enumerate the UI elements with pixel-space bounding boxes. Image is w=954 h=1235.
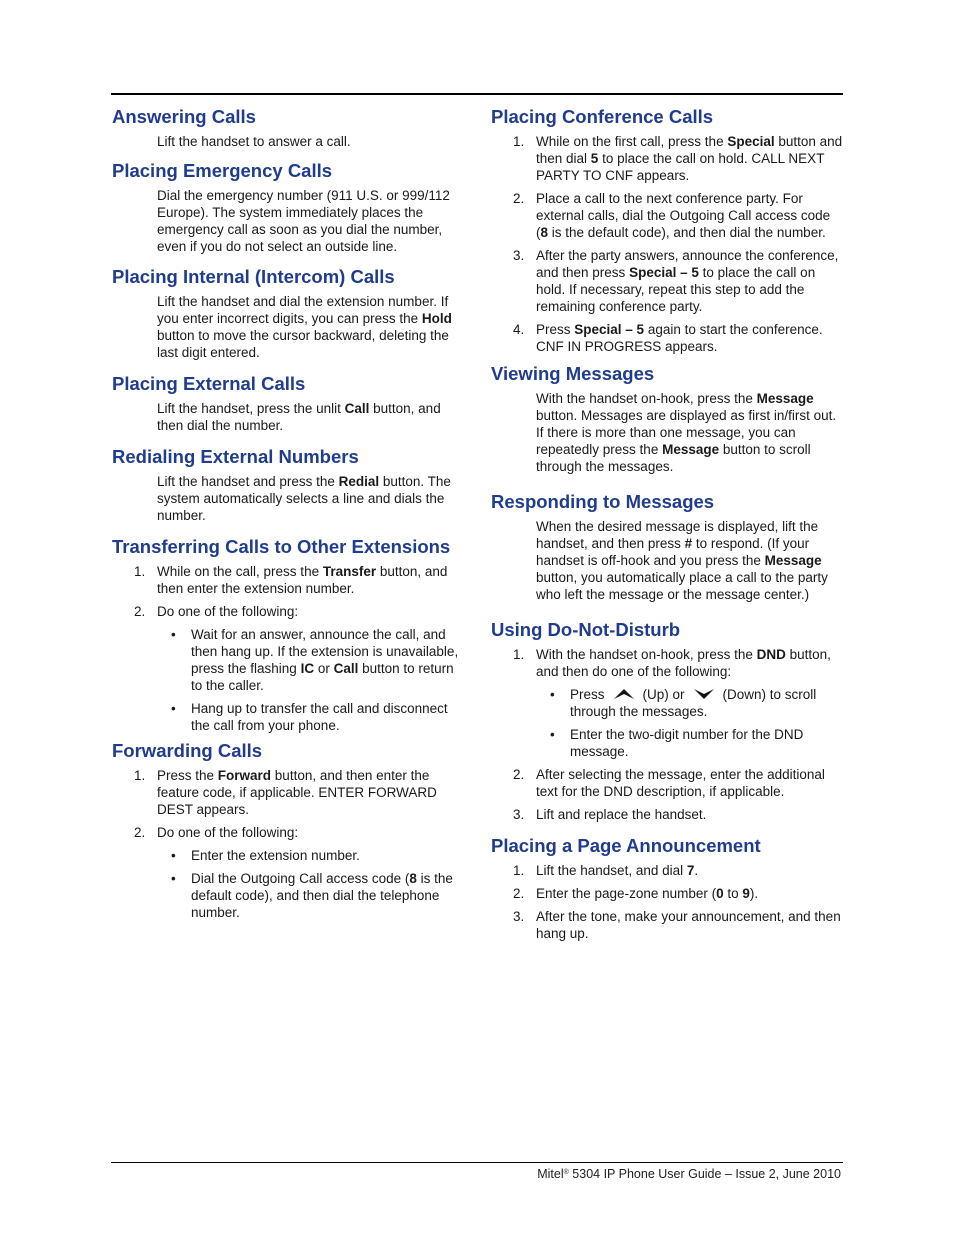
text-run: While on the first call, press the (536, 134, 728, 149)
bullet-dot: • (550, 687, 555, 702)
section-body: Lift the handset to answer a call. (157, 134, 351, 149)
bold-run: Special – 5 (629, 265, 699, 280)
bullet-dot: • (171, 627, 176, 642)
step-list (491, 646, 843, 823)
step-item (491, 908, 843, 942)
step-item (491, 766, 843, 800)
section-page-announcement (491, 835, 843, 942)
text-run: is the default code), and then dial the telephone number. (191, 871, 453, 920)
step-number: 4. (513, 322, 525, 337)
section-heading: Transferring Calls to Other Extensions (112, 536, 451, 557)
text-run: After selecting the message, enter the additional text for the DND description, if applicable. (536, 767, 825, 799)
section-heading: Forwarding Calls (112, 740, 263, 761)
section-heading: Placing Conference Calls (491, 106, 714, 127)
text-run: to respond. (If your handset is off-hook and you press the (536, 536, 810, 568)
text-run: button to scroll through the messages. (536, 442, 811, 474)
step-list (112, 767, 464, 921)
section-responding-messages (491, 491, 843, 603)
text-run: button, you automatically place a call to the party who left the message or the message center.) (536, 570, 828, 602)
footer-text: 5304 IP Phone User Guide – Issue 2, June 2010 (568, 1167, 841, 1181)
section-transferring (112, 536, 464, 734)
text-run: With the handset on-hook, press the (536, 647, 757, 662)
bold-run: Special – 5 (574, 322, 645, 337)
bold-run: IC (300, 661, 315, 676)
text-run: Press (536, 322, 575, 337)
bullet-item (536, 686, 843, 720)
section-body (157, 473, 464, 524)
text-run: button, and then enter the extension number. (157, 564, 448, 596)
text-run: Lift the handset, press the unlit (157, 401, 345, 416)
bold-run: 8 (540, 225, 549, 240)
step-item (112, 603, 464, 734)
section-heading: Responding to Messages (491, 491, 715, 512)
bold-run: Special (727, 134, 775, 149)
section-heading: Placing Emergency Calls (112, 160, 333, 181)
section-body: Dial the emergency number (911 U.S. or 999/112 Europe). The system immediately places the emergency call as soon as you dial the number, even if you do not select an outside line. (157, 188, 450, 254)
text-run: button, and then do one of the following: (536, 647, 831, 679)
bullet-item (157, 847, 464, 864)
step-number: 1. (513, 134, 525, 149)
section-body (157, 400, 464, 434)
step-number: 3. (513, 807, 525, 822)
step-number: 2. (513, 767, 525, 782)
section-heading: Placing a Page Announcement (491, 835, 761, 856)
bottom-rule (111, 1162, 843, 1163)
up-arrow-icon (613, 688, 635, 700)
text-run: button, and then dial the number. (157, 401, 441, 433)
bold-run: Message (764, 553, 822, 568)
bullet-dot: • (171, 848, 176, 863)
text-run: to place the call on hold. CALL NEXT PARTY TO CNF appears. (536, 151, 825, 183)
text-run: button to move the cursor backward, deleting the last digit entered. (157, 328, 449, 360)
text-run: Lift the handset and press the (157, 474, 339, 489)
bold-run: DND (756, 647, 786, 662)
step-number: 2. (134, 825, 146, 840)
step-item (112, 767, 464, 818)
text-run: (Down) to scroll through the messages. (570, 687, 817, 719)
text-run: Press (570, 687, 605, 702)
text-run: button, and then enter the feature code, if applicable. ENTER FORWARD DEST appears. (157, 768, 437, 817)
bullet-list (157, 626, 464, 734)
bold-run: 8 (409, 871, 417, 886)
text-run: Hang up to transfer the call and disconnect the call from your phone. (191, 701, 448, 733)
bold-run: Call (344, 401, 370, 416)
section-body (536, 518, 843, 603)
text-run: to place the call on hold. If necessary, repeat this step to add the remaining conference party. (536, 265, 816, 314)
bold-run: Call (333, 661, 359, 676)
bold-run: 7 (686, 863, 695, 878)
text-run: Lift and replace the handset. (536, 807, 707, 822)
text-run: While on the call, press the (157, 564, 323, 579)
text-run: button. Messages are displayed as first in/first out. If there is more than one message, you can repeatedly press the (536, 408, 837, 457)
bullet-list (536, 686, 843, 760)
step-item (112, 563, 464, 597)
step-number: 2. (513, 191, 525, 206)
text-run: Place a call to the next conference party. For external calls, dial the Outgoing Call access code ( (536, 191, 831, 240)
bold-run: Forward (217, 768, 272, 783)
bullet-item (536, 726, 843, 760)
bold-run: Redial (338, 474, 380, 489)
right-column (491, 98, 843, 948)
text-run: ). (749, 886, 759, 901)
left-column (112, 98, 464, 927)
section-heading: Using Do-Not-Disturb (491, 619, 681, 640)
text-run: button and then dial (536, 134, 843, 166)
bold-run: 9 (742, 886, 750, 901)
bullet-item (157, 870, 464, 921)
footer-brand: Mitel (537, 1167, 564, 1181)
down-arrow-icon (693, 688, 715, 700)
step-number: 3. (513, 248, 525, 263)
text-run: is the default code), and then dial the number. (548, 225, 826, 240)
step-item (491, 806, 843, 823)
step-item (491, 321, 843, 355)
step-number: 2. (134, 604, 146, 619)
bold-run: Message (662, 442, 720, 457)
section-redialing (112, 446, 464, 524)
bullet-dot: • (171, 871, 176, 886)
text-run: Dial the Outgoing Call access code ( (191, 871, 410, 886)
section-body (157, 293, 464, 361)
text-run: button to return to the caller. (191, 661, 454, 693)
section-external-calls (112, 373, 464, 434)
text-run: Wait for an answer, announce the call, and then hang up. If the extension is unavailable, press the flashing (191, 627, 459, 676)
bold-run: # (684, 536, 693, 551)
text-run: Enter the extension number. (191, 848, 360, 863)
text-run: Press the (157, 768, 218, 783)
section-emergency-calls (112, 160, 464, 255)
section-heading: Answering Calls (112, 106, 256, 127)
text-run: button. The system automatically selects a line and dials the number. (157, 474, 451, 523)
section-heading: Viewing Messages (491, 363, 655, 384)
step-number: 1. (134, 768, 146, 783)
section-do-not-disturb (491, 619, 843, 823)
text-run: After the tone, make your announcement, and then hang up. (536, 909, 841, 941)
step-item (491, 133, 843, 184)
step-number: 1. (134, 564, 146, 579)
text-run: Do one of the following: (157, 825, 299, 840)
section-heading: Placing External Calls (112, 373, 306, 394)
bold-run: Transfer (322, 564, 377, 579)
step-item (112, 824, 464, 921)
section-heading: Placing Internal (Intercom) Calls (112, 266, 395, 287)
text-run: Do one of the following: (157, 604, 299, 619)
step-item (491, 646, 843, 760)
text-run: Lift the handset and dial the extension number. If you enter incorrect digits, you can press the (157, 294, 449, 326)
step-item (491, 190, 843, 241)
bold-run: 0 (716, 886, 724, 901)
text-run: With the handset on-hook, press the (536, 391, 757, 406)
section-conference-calls (491, 106, 843, 355)
section-body (536, 390, 843, 475)
page-footer (537, 1167, 841, 1181)
top-rule (111, 93, 843, 95)
section-viewing-messages (491, 363, 843, 475)
bold-run: 5 (590, 151, 599, 166)
text-run: . (694, 863, 699, 878)
section-internal-calls (112, 266, 464, 361)
section-answering-calls (112, 106, 464, 150)
bullet-item (157, 626, 464, 694)
step-number: 1. (513, 647, 525, 662)
text-run: Lift the handset, and dial (536, 863, 687, 878)
text-run: Enter the two-digit number for the DND message. (570, 727, 804, 759)
step-item (491, 885, 843, 902)
step-number: 2. (513, 886, 525, 901)
footer-registered-mark: ® (563, 1169, 569, 1176)
step-item (491, 862, 843, 879)
text-run: After the party answers, announce the conference, and then press (536, 248, 839, 280)
step-number: 1. (513, 863, 525, 878)
section-heading: Redialing External Numbers (112, 446, 359, 467)
bullet-list (157, 847, 464, 921)
step-number: 3. (513, 909, 525, 924)
text-run: again to start the conference. CNF IN PROGRESS appears. (536, 322, 823, 354)
text-run: to (723, 886, 743, 901)
bullet-dot: • (550, 727, 555, 742)
bold-run: Hold (421, 311, 452, 326)
text-run: (Up) or (642, 687, 685, 702)
step-list (112, 563, 464, 734)
step-list (491, 133, 843, 355)
text-run: Enter the page-zone number ( (536, 886, 717, 901)
bullet-dot: • (171, 701, 176, 716)
text-run: or (314, 661, 334, 676)
text-run: When the desired message is displayed, lift the handset, and then press (536, 519, 819, 551)
step-item (491, 247, 843, 315)
bullet-item (157, 700, 464, 734)
step-list (491, 862, 843, 942)
bold-run: Message (756, 391, 814, 406)
section-forwarding (112, 740, 464, 921)
